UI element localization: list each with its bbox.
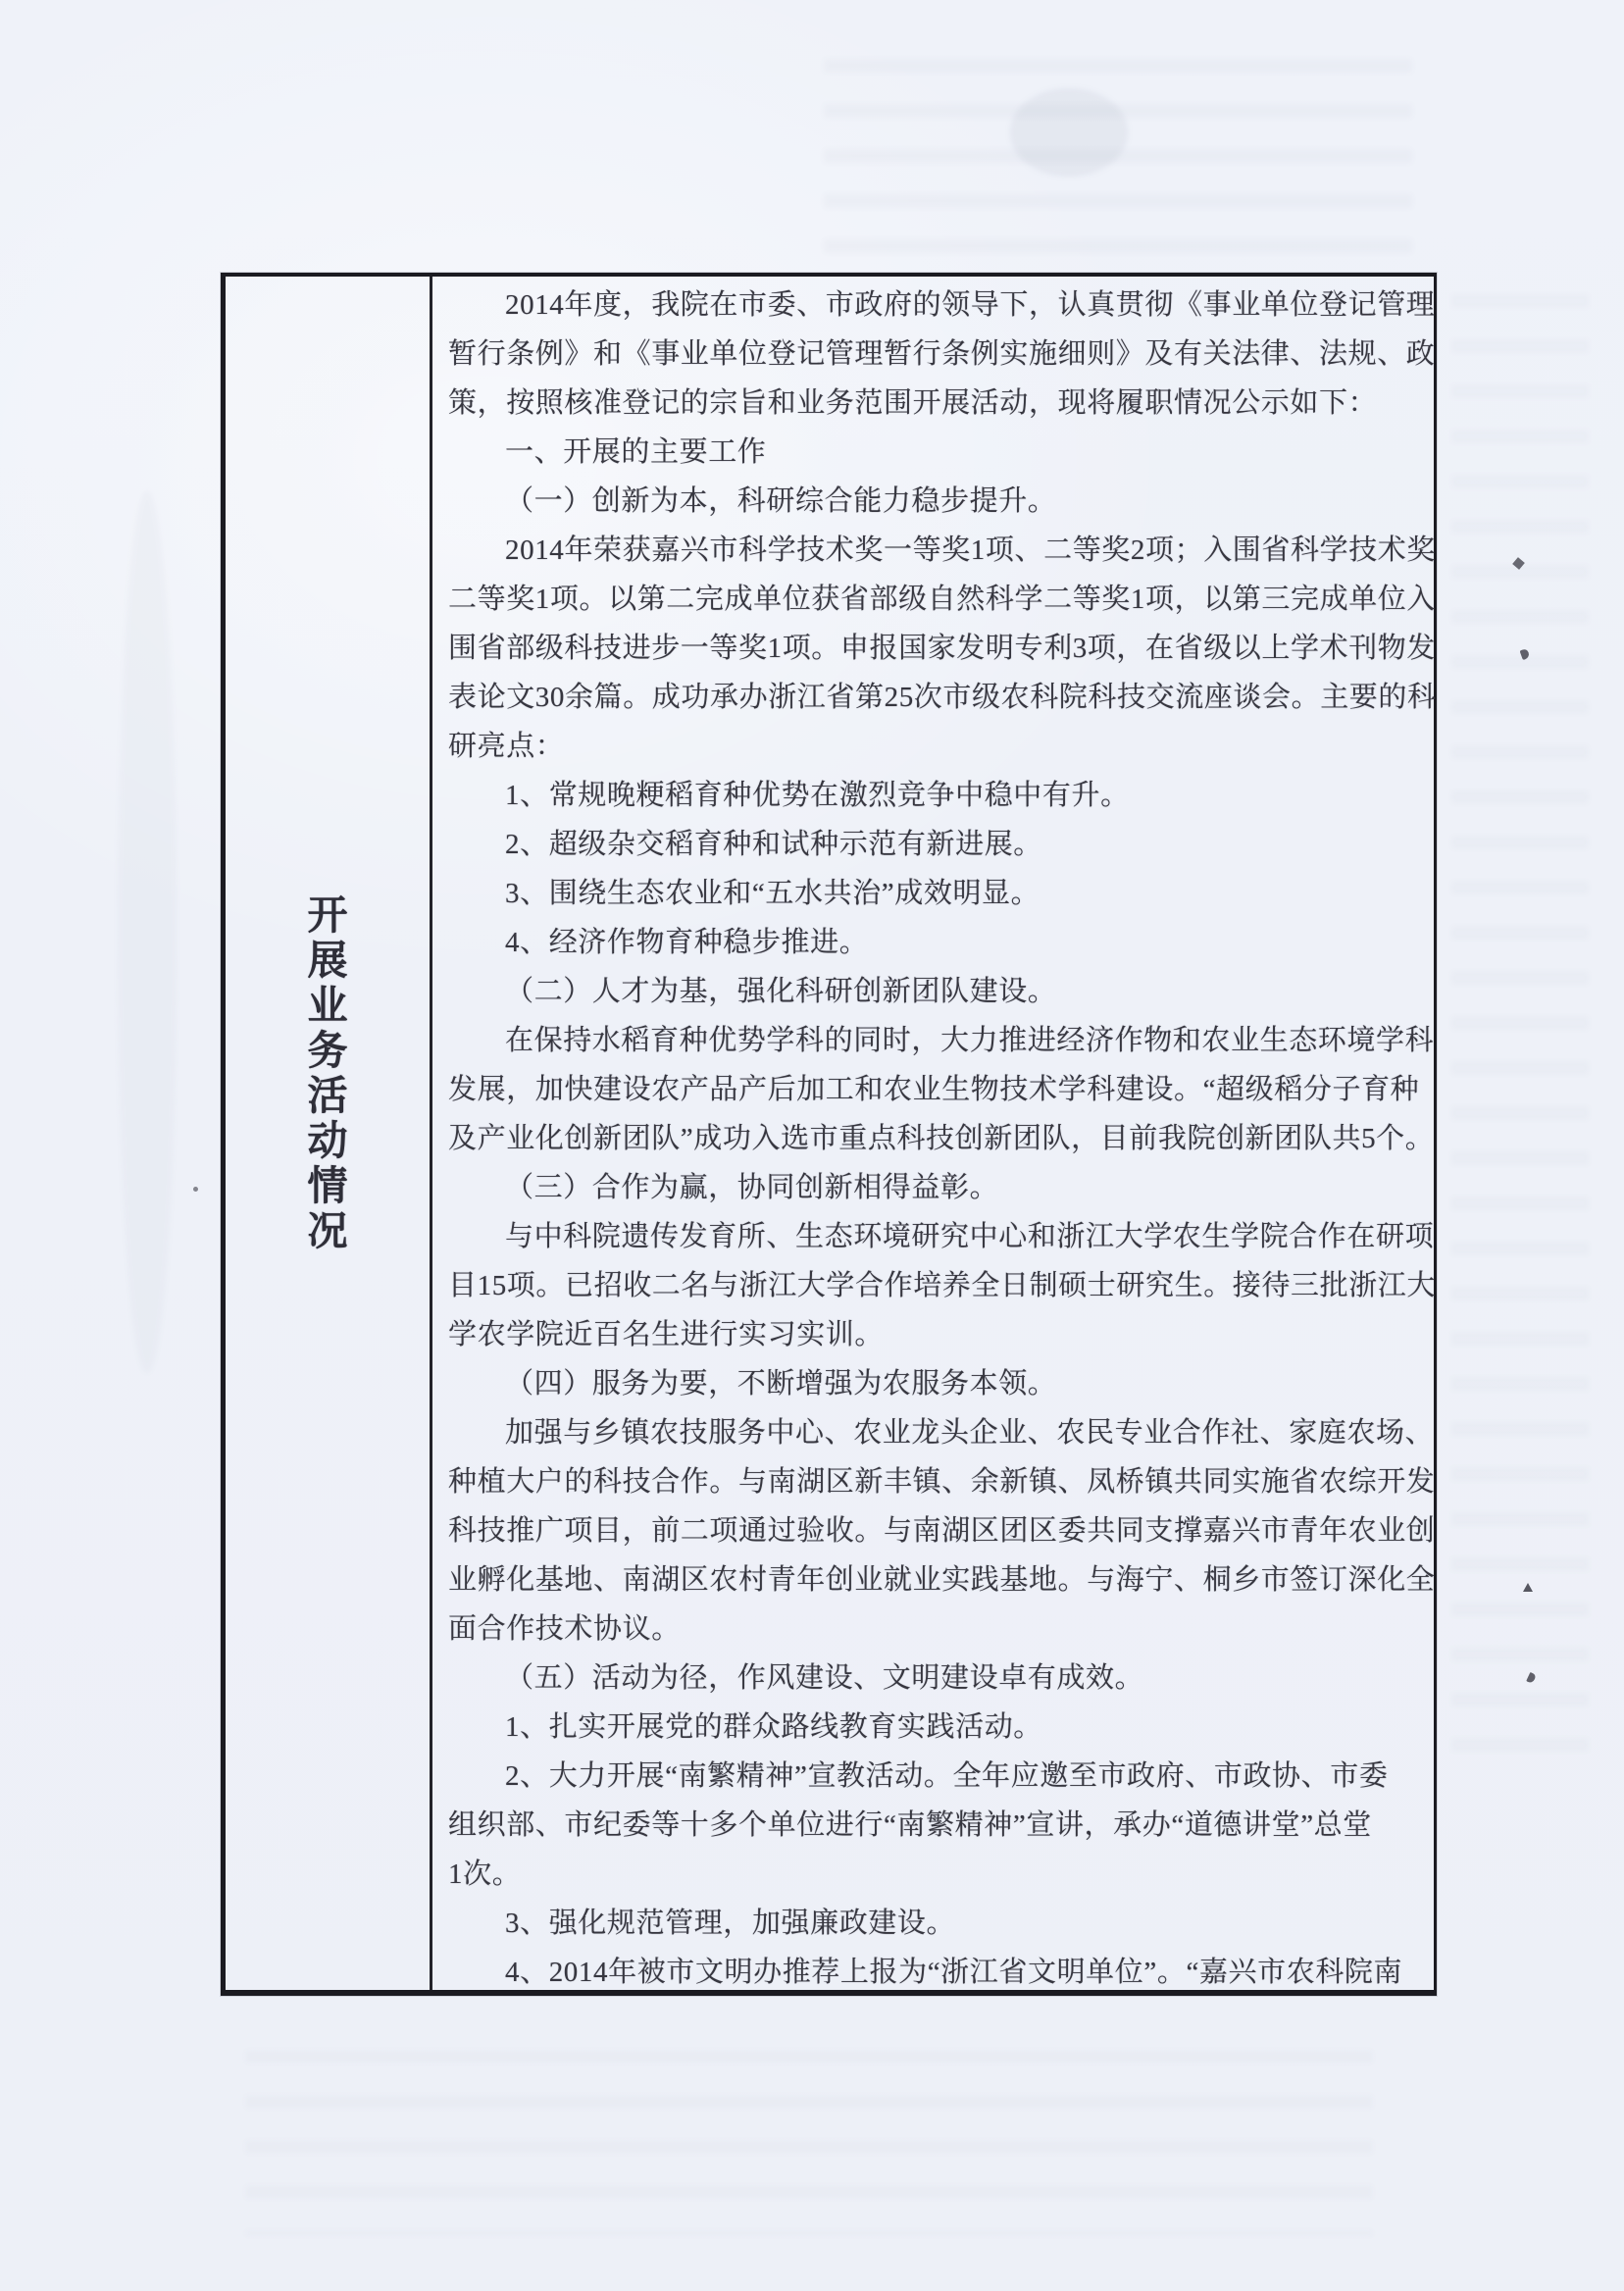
- section-label-column: [226, 277, 432, 1990]
- content-line: 目15项。已招收二名与浙江大学合作培养全日制硕士研究生。接待三批浙江大: [448, 1270, 1437, 1301]
- section-label-char: 活: [307, 1073, 348, 1118]
- content-line: 一、开展的主要工作: [505, 436, 767, 468]
- content-line: 研亮点：: [448, 731, 565, 762]
- bleedthrough-right: [1451, 294, 1589, 1765]
- content-line: 面合作技术协议。: [448, 1613, 681, 1645]
- content-line: 策，按照核准登记的宗旨和业务范围开展活动，现将履职情况公示如下：: [448, 387, 1378, 419]
- content-line: 4、经济作物育种稳步推进。: [505, 927, 869, 958]
- content-line: 1次。: [448, 1858, 522, 1890]
- content-line: （二）人才为基，强化科研创新团队建设。: [505, 976, 1057, 1007]
- content-line: 3、强化规范管理，加强廉政建设。: [505, 1908, 956, 1939]
- section-label-char: 况: [307, 1208, 348, 1253]
- ink-speck: [1526, 1672, 1537, 1684]
- content-line: 学农学院近百名生进行实习实训。: [448, 1319, 885, 1350]
- content-line: 与中科院遗传发育所、生态环境研究中心和浙江大学农生学院合作在研项: [505, 1221, 1435, 1252]
- content-line: 围省部级科技进步一等奖1项。申报国家发明专利3项，在省级以上学术刊物发: [448, 633, 1437, 664]
- bleedthrough-blob: [118, 490, 177, 1373]
- content-line: 4、2014年被市文明办推荐上报为“浙江省文明单位”。“嘉兴市农科院南: [505, 1957, 1403, 1988]
- content-line: （三）合作为赢，协同创新相得益彰。: [505, 1172, 999, 1203]
- content-line: 1、扎实开展党的群众路线教育实践活动。: [505, 1711, 1042, 1743]
- ink-speck: [1523, 1583, 1533, 1592]
- content-line: 2014年荣获嘉兴市科学技术奖一等奖1项、二等奖2项；入围省科学技术奖: [505, 535, 1437, 566]
- business-activity-text-column: [432, 277, 1454, 1990]
- section-label-char: 务: [307, 1028, 348, 1073]
- registration-report-table: [221, 273, 1437, 1996]
- bleedthrough-top: [824, 59, 1412, 255]
- ink-dot: [193, 1187, 198, 1192]
- content-line: 2、超级杂交稻育种和试种示范有新进展。: [505, 829, 1042, 860]
- content-line: 1、常规晚粳稻育种优势在激烈竞争中稳中有升。: [505, 780, 1130, 811]
- section-label-char: 业: [307, 983, 348, 1028]
- content-line: 业孵化基地、南湖区农村青年创业就业实践基地。与海宁、桐乡市签订深化全: [448, 1564, 1436, 1596]
- content-line: （五）活动为径，作风建设、文明建设卓有成效。: [505, 1662, 1144, 1694]
- section-label-char: 展: [307, 938, 348, 983]
- bleedthrough-bottom: [245, 2050, 1373, 2236]
- content-line: 表论文30余篇。成功承办浙江省第25次市级农科院科技交流座谈会。主要的科: [448, 682, 1437, 713]
- content-line: 组织部、市纪委等十多个单位进行“南繁精神”宣讲，承办“道德讲堂”总堂: [448, 1809, 1372, 1841]
- content-line: 在保持水稻育种优势学科的同时，大力推进经济作物和农业生态环境学科: [505, 1025, 1435, 1056]
- content-line: （四）服务为要，不断增强为农服务本领。: [505, 1368, 1057, 1400]
- content-line: 种植大户的科技合作。与南湖区新丰镇、余新镇、凤桥镇共同实施省农综开发: [448, 1466, 1436, 1498]
- content-line: 科技推广项目，前二项通过验收。与南湖区团区委共同支撑嘉兴市青年农业创: [448, 1515, 1436, 1547]
- bleedthrough-blob: [1010, 88, 1128, 177]
- ink-speck: [1520, 648, 1531, 660]
- section-label-char: 情: [307, 1163, 348, 1208]
- content-line: 二等奖1项。以第二完成单位获省部级自然科学二等奖1项，以第三完成单位入: [448, 584, 1437, 615]
- content-line: 2、大力开展“南繁精神”宣教活动。全年应邀至市政府、市政协、市委: [505, 1760, 1389, 1792]
- section-label-char: 开: [307, 892, 348, 938]
- content-line: 加强与乡镇农技服务中心、农业龙头企业、农民专业合作社、家庭农场、: [505, 1417, 1435, 1449]
- content-line: 3、围绕生态农业和“五水共治”成效明显。: [505, 878, 1040, 909]
- content-line: 暂行条例》和《事业单位登记管理暂行条例实施细则》及有关法律、法规、政: [448, 338, 1436, 370]
- section-label-char: 动: [307, 1118, 348, 1163]
- content-line: （一）创新为本，科研综合能力稳步提升。: [505, 485, 1057, 517]
- content-line: 及产业化创新团队”成功入选市重点科技创新团队，目前我院创新团队共5个。: [448, 1123, 1435, 1154]
- ink-speck: [1512, 557, 1525, 570]
- content-line: 发展，加快建设农产品产后加工和农业生物技术学科建设。“超级稻分子育种: [448, 1074, 1420, 1105]
- content-line: 2014年度，我院在市委、市政府的领导下，认真贯彻《事业单位登记管理: [505, 289, 1436, 321]
